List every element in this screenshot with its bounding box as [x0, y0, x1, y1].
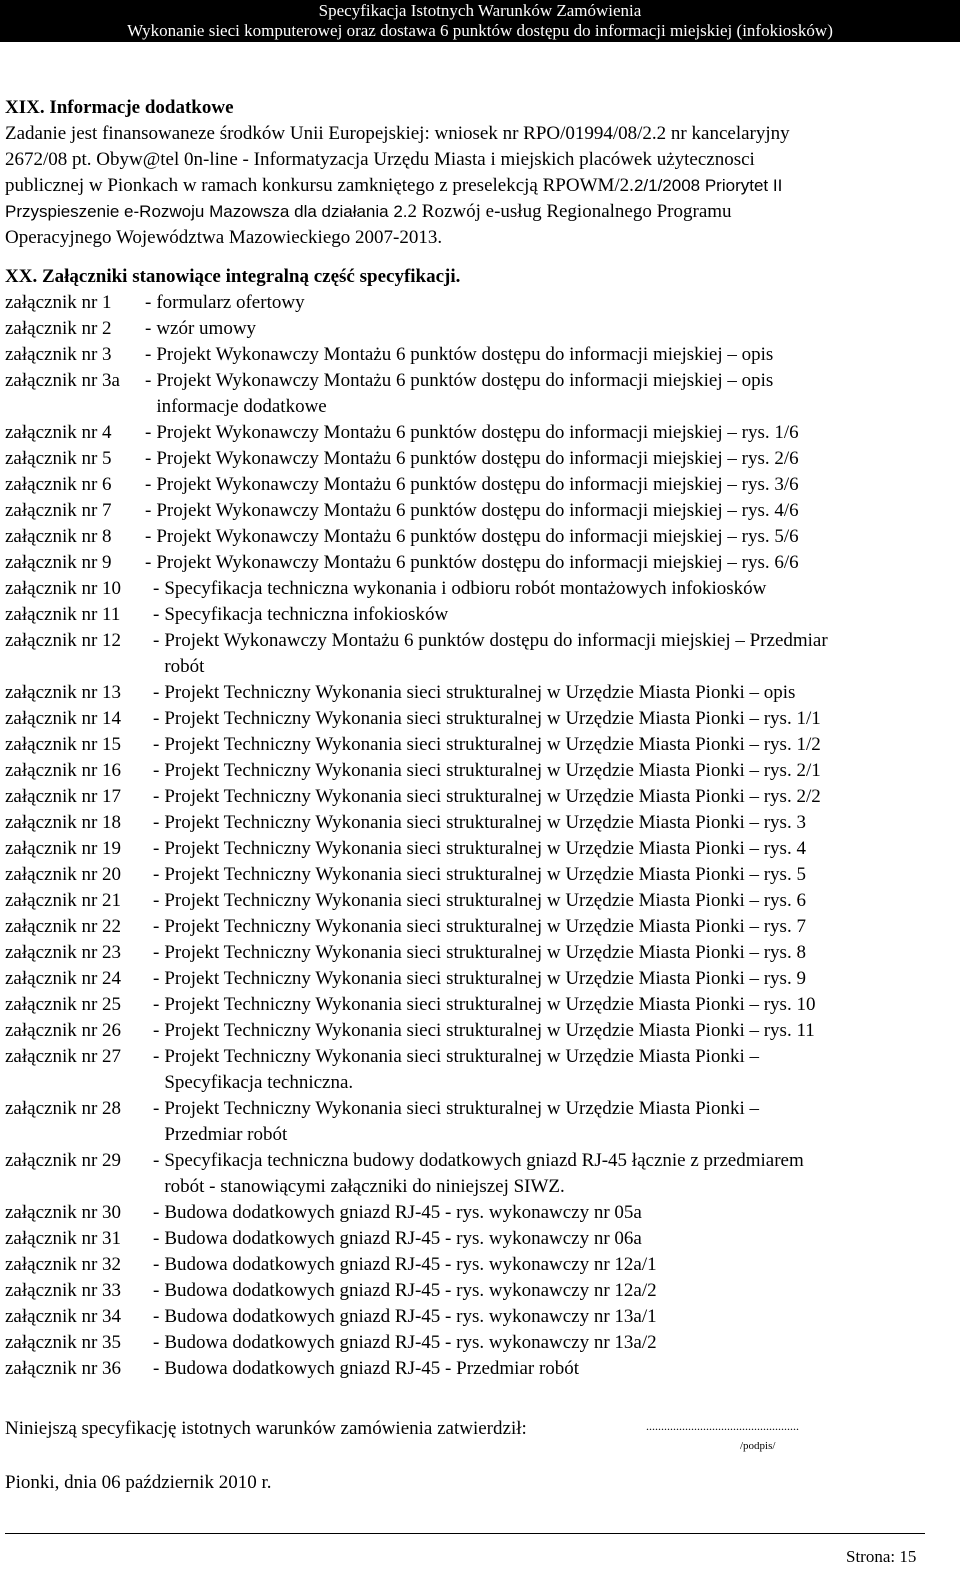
attachment-separator: - [153, 1098, 160, 1119]
attachment-description [164, 888, 960, 914]
attachment-description-continuation: informacje dodatkowe [156, 396, 327, 417]
attachment-number: załącznik nr 26 [5, 1020, 122, 1041]
section-19-line [5, 173, 955, 199]
attachment-item [5, 472, 960, 498]
attachment-item [5, 706, 960, 732]
attachment-item [5, 1304, 960, 1330]
attachment-separator: - [153, 864, 160, 885]
attachment-item [5, 940, 960, 966]
attachment-separator: - [145, 474, 152, 495]
attachment-number: załącznik nr 36 [5, 1358, 122, 1379]
attachment-number: załącznik nr 13 [5, 682, 122, 703]
attachment-description-text: wzór umowy [156, 318, 257, 339]
attachment-description [156, 368, 960, 420]
attachment-description-continuation: robót - stanowiącymi załączniki do niniejszej SIWZ. [164, 1176, 565, 1197]
attachment-description [164, 862, 960, 888]
attachment-separator: - [153, 578, 160, 599]
attachment-description [164, 628, 960, 680]
attachment-description-text: Budowa dodatkowych gniazd RJ-45 - rys. wykonawczy nr 13a/1 [164, 1306, 657, 1327]
section-19-text: 2/1/2008 Priorytet II [633, 176, 783, 195]
footer-divider [5, 1533, 925, 1534]
attachment-separator: - [153, 1280, 160, 1301]
attachment-separator: - [145, 318, 152, 339]
attachment-number: załącznik nr 30 [5, 1202, 122, 1223]
attachment-description-text: Budowa dodatkowych gniazd RJ-45 - rys. wykonawczy nr 12a/2 [164, 1280, 657, 1301]
attachment-description-text: Projekt Wykonawczy Montażu 6 punktów dostępu do informacji miejskiej – rys. 2/6 [156, 448, 799, 469]
attachment-description-text: Projekt Techniczny Wykonania sieci strukturalnej w Urzędzie Miasta Pionki – rys. 11 [164, 1020, 815, 1041]
attachment-description [164, 1304, 960, 1330]
attachment-description-text: formularz ofertowy [156, 292, 305, 313]
attachment-description [164, 1148, 960, 1200]
attachment-item [5, 784, 960, 810]
attachment-description-continuation: Specyfikacja techniczna. [164, 1072, 354, 1093]
place-date: Pionki, dnia 06 październik 2010 r. [5, 1472, 272, 1493]
attachment-number: załącznik nr 28 [5, 1098, 122, 1119]
attachment-number: załącznik nr 35 [5, 1332, 122, 1353]
attachment-description [156, 472, 960, 498]
attachment-separator: - [153, 630, 160, 651]
attachment-number: załącznik nr 29 [5, 1150, 122, 1171]
attachment-description-text: Projekt Wykonawczy Montażu 6 punktów dostępu do informacji miejskiej – Przedmiar [164, 630, 828, 651]
attachment-description [164, 758, 960, 784]
page-number: Strona: 15 [846, 1547, 917, 1566]
attachment-number: załącznik nr 12 [5, 630, 122, 651]
attachment-number: załącznik nr 16 [5, 760, 122, 781]
attachment-description [164, 940, 960, 966]
attachment-description [164, 810, 960, 836]
attachment-item [5, 1018, 960, 1044]
attachment-description [156, 316, 960, 342]
attachment-separator: - [153, 1332, 160, 1353]
attachment-separator: - [153, 682, 160, 703]
attachment-description-text: Projekt Techniczny Wykonania sieci strukturalnej w Urzędzie Miasta Pionki – opis [164, 682, 796, 703]
attachment-number: załącznik nr 25 [5, 994, 122, 1015]
attachment-description [164, 784, 960, 810]
approval-text: Niniejszą specyfikację istotnych warunków zamówienia zatwierdził: [5, 1418, 527, 1439]
attachment-separator: - [153, 1202, 160, 1223]
attachment-separator: - [153, 994, 160, 1015]
section-19-line [5, 199, 955, 225]
attachment-item [5, 810, 960, 836]
attachment-item [5, 524, 960, 550]
section-19-text: publicznej w Pionkach w ramach konkursu zamkniętego z preselekcją RPOWM/2. [5, 175, 634, 196]
attachment-description [164, 1044, 960, 1096]
attachment-number: załącznik nr 2 [5, 318, 112, 339]
attachment-description [156, 524, 960, 550]
attachment-number: załącznik nr 18 [5, 812, 122, 833]
attachment-description [164, 1356, 960, 1382]
attachment-description-text: Projekt Techniczny Wykonania sieci strukturalnej w Urzędzie Miasta Pionki – rys. 4 [164, 838, 806, 859]
attachment-description [164, 836, 960, 862]
attachment-separator: - [145, 422, 152, 443]
attachment-number: załącznik nr 7 [5, 500, 112, 521]
attachment-description [156, 342, 960, 368]
attachment-number: załącznik nr 31 [5, 1228, 122, 1249]
attachment-separator: - [153, 734, 160, 755]
attachment-item [5, 420, 960, 446]
attachment-item [5, 1200, 960, 1226]
attachment-item [5, 888, 960, 914]
section-19-line: Operacyjnego Województwa Mazowieckiego 2007-2013. [5, 227, 443, 248]
attachment-description-text: Projekt Wykonawczy Montażu 6 punktów dostępu do informacji miejskiej – rys. 3/6 [156, 474, 799, 495]
attachment-description-text: Specyfikacja techniczna wykonania i odbioru robót montażowych infokiosków [164, 578, 767, 599]
attachment-description-text: Budowa dodatkowych gniazd RJ-45 - Przedmiar robót [164, 1358, 580, 1379]
attachment-description-text: Projekt Techniczny Wykonania sieci strukturalnej w Urzędzie Miasta Pionki – rys. 1/2 [164, 734, 821, 755]
attachment-description [164, 680, 960, 706]
attachment-separator: - [153, 1020, 160, 1041]
attachment-item [5, 1096, 960, 1148]
attachment-separator: - [145, 552, 152, 573]
attachment-description-text: Projekt Wykonawczy Montażu 6 punktów dostępu do informacji miejskiej – opis [156, 370, 774, 391]
attachment-description-text: Projekt Techniczny Wykonania sieci strukturalnej w Urzędzie Miasta Pionki – rys. 7 [164, 916, 806, 937]
attachment-description-text: Projekt Techniczny Wykonania sieci strukturalnej w Urzędzie Miasta Pionki – rys. 5 [164, 864, 806, 885]
attachment-item [5, 680, 960, 706]
attachment-description-text: Projekt Wykonawczy Montażu 6 punktów dostępu do informacji miejskiej – rys. 4/6 [156, 500, 799, 521]
attachment-description-text: Projekt Techniczny Wykonania sieci strukturalnej w Urzędzie Miasta Pionki – rys. 8 [164, 942, 806, 963]
attachment-description [156, 498, 960, 524]
attachment-number: załącznik nr 14 [5, 708, 122, 729]
attachment-description-text: Budowa dodatkowych gniazd RJ-45 - rys. wykonawczy nr 05a [164, 1202, 642, 1223]
signature-line: ................................................... [646, 1419, 799, 1433]
attachment-number: załącznik nr 24 [5, 968, 122, 989]
attachment-description-text: Projekt Wykonawczy Montażu 6 punktów dostępu do informacji miejskiej – rys. 5/6 [156, 526, 799, 547]
attachment-item [5, 316, 960, 342]
attachment-description-text: Projekt Techniczny Wykonania sieci strukturalnej w Urzędzie Miasta Pionki – rys. 1/1 [164, 708, 821, 729]
attachment-separator: - [153, 1228, 160, 1249]
attachment-description-text: Projekt Techniczny Wykonania sieci strukturalnej w Urzędzie Miasta Pionki – [164, 1046, 759, 1067]
attachment-separator: - [153, 708, 160, 729]
attachment-separator: - [153, 1150, 160, 1171]
attachment-number: załącznik nr 32 [5, 1254, 122, 1275]
attachment-separator: - [145, 344, 152, 365]
attachment-number: załącznik nr 21 [5, 890, 122, 911]
section-20-title: XX. Załączniki stanowiące integralną część specyfikacji. [5, 266, 461, 287]
attachment-item [5, 368, 960, 420]
attachment-description [164, 1200, 960, 1226]
attachment-item [5, 1278, 960, 1304]
section-19-line: Zadanie jest finansowaneze środków Unii Europejskiej: wniosek nr RPO/01994/08/2.2 nr kancelaryjny [5, 123, 790, 144]
page-header [0, 0, 960, 42]
attachment-description-text: Budowa dodatkowych gniazd RJ-45 - rys. wykonawczy nr 06a [164, 1228, 642, 1249]
signature-caption: /podpis/ [740, 1440, 776, 1452]
attachment-description [164, 992, 960, 1018]
attachment-item [5, 914, 960, 940]
attachment-number: załącznik nr 3a [5, 370, 120, 391]
attachment-item [5, 992, 960, 1018]
attachment-description-text: Projekt Techniczny Wykonania sieci strukturalnej w Urzędzie Miasta Pionki – [164, 1098, 759, 1119]
attachment-item [5, 1148, 960, 1200]
attachment-number: załącznik nr 19 [5, 838, 122, 859]
attachments-list [5, 290, 960, 1382]
attachment-description-text: Specyfikacja techniczna infokiosków [164, 604, 449, 625]
attachment-item [5, 836, 960, 862]
attachment-number: załącznik nr 22 [5, 916, 122, 937]
attachment-item [5, 862, 960, 888]
attachment-separator: - [145, 500, 152, 521]
attachment-item [5, 446, 960, 472]
attachment-item [5, 628, 960, 680]
attachment-number: załącznik nr 34 [5, 1306, 122, 1327]
attachment-separator: - [153, 890, 160, 911]
attachment-separator: - [145, 448, 152, 469]
attachment-separator: - [145, 526, 152, 547]
attachment-separator: - [153, 786, 160, 807]
attachment-item [5, 966, 960, 992]
attachment-item [5, 758, 960, 784]
attachment-description-continuation: robót [164, 656, 205, 677]
section-19-line: 2672/08 pt. Obyw@tel 0n-line - Informatyzacja Urzędu Miasta i miejskich placówek użytecznosci [5, 149, 755, 170]
attachment-description [156, 550, 960, 576]
attachment-number: załącznik nr 1 [5, 292, 112, 313]
attachment-separator: - [153, 812, 160, 833]
attachment-number: załącznik nr 5 [5, 448, 112, 469]
header-title: Specyfikacja Istotnych Warunków Zamówienia [318, 1, 642, 20]
attachment-description [164, 706, 960, 732]
section-19-body [5, 121, 955, 251]
attachment-description-text: Projekt Techniczny Wykonania sieci strukturalnej w Urzędzie Miasta Pionki – rys. 3 [164, 812, 806, 833]
attachment-description [164, 1330, 960, 1356]
attachment-description [164, 1018, 960, 1044]
attachment-number: załącznik nr 17 [5, 786, 122, 807]
attachment-separator: - [153, 760, 160, 781]
attachment-separator: - [153, 942, 160, 963]
attachment-description-text: Budowa dodatkowych gniazd RJ-45 - rys. wykonawczy nr 12a/1 [164, 1254, 657, 1275]
attachment-description-text: Projekt Techniczny Wykonania sieci strukturalnej w Urzędzie Miasta Pionki – rys. 2/2 [164, 786, 821, 807]
attachment-item [5, 1044, 960, 1096]
attachment-number: załącznik nr 33 [5, 1280, 122, 1301]
attachment-number: załącznik nr 11 [5, 604, 121, 625]
attachment-description-text: Projekt Techniczny Wykonania sieci strukturalnej w Urzędzie Miasta Pionki – rys. 9 [164, 968, 806, 989]
attachment-item [5, 1330, 960, 1356]
attachment-item [5, 1252, 960, 1278]
attachment-separator: - [153, 1254, 160, 1275]
attachment-description-text: Specyfikacja techniczna budowy dodatkowych gniazd RJ-45 łącznie z przedmiarem [164, 1150, 804, 1171]
attachment-item [5, 498, 960, 524]
section-19-text: 2 Rozwój e-usług Regionalnego Programu [407, 201, 732, 222]
attachment-separator: - [153, 968, 160, 989]
section-19-text: Przyspieszenie e-Rozwoju Mazowsza dla działania 2. [5, 202, 408, 221]
attachment-number: załącznik nr 15 [5, 734, 122, 755]
attachment-separator: - [145, 370, 152, 391]
attachment-number: załącznik nr 23 [5, 942, 122, 963]
header-subtitle: Wykonanie sieci komputerowej oraz dostawa 6 punktów dostępu do informacji miejskiej (infokiosków) [127, 21, 833, 40]
attachment-item [5, 342, 960, 368]
attachment-separator: - [145, 292, 152, 313]
attachment-description [164, 1096, 960, 1148]
attachment-item [5, 576, 960, 602]
attachment-description-text: Projekt Wykonawczy Montażu 6 punktów dostępu do informacji miejskiej – rys. 1/6 [156, 422, 799, 443]
attachment-description-continuation: Przedmiar robót [164, 1124, 288, 1145]
attachment-number: załącznik nr 9 [5, 552, 112, 573]
attachment-number: załącznik nr 3 [5, 344, 112, 365]
attachment-description-text: Projekt Techniczny Wykonania sieci strukturalnej w Urzędzie Miasta Pionki – rys. 10 [164, 994, 816, 1015]
attachment-number: załącznik nr 6 [5, 474, 112, 495]
attachment-description-text: Projekt Wykonawczy Montażu 6 punktów dostępu do informacji miejskiej – opis [156, 344, 774, 365]
attachment-item [5, 732, 960, 758]
attachment-number: załącznik nr 10 [5, 578, 122, 599]
attachment-number: załącznik nr 20 [5, 864, 122, 885]
attachment-description [164, 966, 960, 992]
attachment-description [156, 446, 960, 472]
attachment-description [164, 576, 960, 602]
attachment-description-text: Projekt Techniczny Wykonania sieci strukturalnej w Urzędzie Miasta Pionki – rys. 2/1 [164, 760, 821, 781]
attachment-description [164, 1226, 960, 1252]
attachment-number: załącznik nr 8 [5, 526, 112, 547]
attachment-separator: - [153, 1358, 160, 1379]
attachment-description-text: Projekt Techniczny Wykonania sieci strukturalnej w Urzędzie Miasta Pionki – rys. 6 [164, 890, 806, 911]
attachment-description [156, 420, 960, 446]
attachment-item [5, 1226, 960, 1252]
section-19-title: XIX. Informacje dodatkowe [5, 97, 234, 118]
attachment-description [156, 290, 960, 316]
attachment-item [5, 290, 960, 316]
attachment-separator: - [153, 916, 160, 937]
attachment-description-text: Budowa dodatkowych gniazd RJ-45 - rys. wykonawczy nr 13a/2 [164, 1332, 657, 1353]
attachment-description [164, 1252, 960, 1278]
attachment-item [5, 1356, 960, 1382]
attachment-item [5, 550, 960, 576]
attachment-description [164, 602, 960, 628]
attachment-number: załącznik nr 27 [5, 1046, 122, 1067]
attachment-separator: - [153, 1306, 160, 1327]
attachment-description [164, 1278, 960, 1304]
attachment-separator: - [153, 838, 160, 859]
attachment-description-text: Projekt Wykonawczy Montażu 6 punktów dostępu do informacji miejskiej – rys. 6/6 [156, 552, 799, 573]
attachment-description [164, 914, 960, 940]
attachment-number: załącznik nr 4 [5, 422, 112, 443]
attachment-item [5, 602, 960, 628]
attachment-description [164, 732, 960, 758]
attachment-separator: - [153, 604, 160, 625]
attachment-separator: - [153, 1046, 160, 1067]
